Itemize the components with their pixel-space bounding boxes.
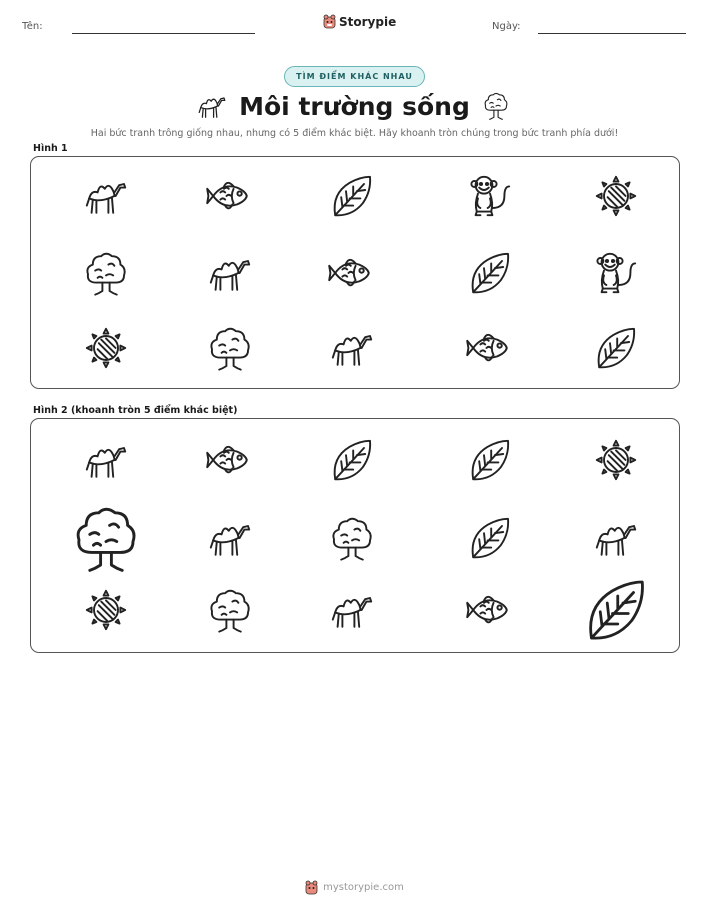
picture1-cell[interactable] — [206, 172, 254, 220]
tree-icon — [206, 324, 254, 372]
camel-icon — [592, 514, 640, 562]
storypie-mascot-icon — [323, 14, 336, 29]
picture1-cell[interactable] — [592, 249, 640, 297]
monkey-icon — [592, 249, 640, 297]
leaf-icon — [466, 436, 514, 484]
camel-icon — [328, 586, 376, 634]
date-line[interactable] — [538, 33, 686, 34]
picture1-cell[interactable] — [82, 172, 130, 220]
picture1-cell[interactable] — [82, 324, 130, 372]
picture2-cell[interactable] — [206, 586, 254, 634]
picture2-cell[interactable] — [592, 436, 640, 484]
picture1-cell[interactable] — [328, 249, 376, 297]
picture1-cell[interactable] — [592, 324, 640, 372]
picture2-cell[interactable] — [328, 586, 376, 634]
picture1-cell[interactable] — [328, 324, 376, 372]
tree-icon — [82, 249, 130, 297]
tree-icon — [482, 90, 510, 122]
tree-icon — [328, 514, 376, 562]
picture1-cell[interactable] — [206, 324, 254, 372]
leaf-icon — [466, 514, 514, 562]
picture2-label: Hình 2 (khoanh tròn 5 điểm khác biệt) — [33, 405, 238, 416]
picture2-cell[interactable] — [592, 514, 640, 562]
activity-badge: TÌM ĐIỂM KHÁC NHAU — [284, 66, 425, 87]
picture1-cell[interactable] — [466, 324, 514, 372]
picture1-cell[interactable] — [592, 172, 640, 220]
picture2-cell[interactable] — [82, 586, 130, 634]
picture2-cell[interactable] — [328, 514, 376, 562]
tree-icon — [70, 502, 142, 574]
sun-icon — [82, 586, 130, 634]
instructions: Hai bức tranh trông giống nhau, nhưng có 5 điểm khác biệt. Hãy khoanh tròn chúng trong bức tranh phía dưới! — [90, 128, 619, 139]
fish-icon — [466, 586, 514, 634]
sun-icon — [82, 324, 130, 372]
brand-name: Storypie — [339, 14, 397, 29]
leaf-icon — [592, 324, 640, 372]
camel-icon — [206, 249, 254, 297]
picture2-cell[interactable] — [82, 436, 130, 484]
picture1-label: Hình 1 — [33, 143, 68, 154]
sun-icon — [592, 436, 640, 484]
fish-icon — [466, 324, 514, 372]
monkey-icon — [466, 172, 514, 220]
brand-logo — [323, 14, 396, 29]
sun-icon — [592, 172, 640, 220]
fish-icon — [206, 172, 254, 220]
footer-url: mystorypie.com — [323, 882, 404, 893]
leaf-icon — [466, 249, 514, 297]
picture1-cell[interactable] — [466, 172, 514, 220]
leaf-icon — [328, 172, 376, 220]
picture2-cell[interactable] — [206, 436, 254, 484]
picture2-cell[interactable] — [466, 586, 514, 634]
picture2-cell[interactable] — [466, 514, 514, 562]
camel-icon — [82, 172, 130, 220]
picture2-cell[interactable] — [328, 436, 376, 484]
picture2-cell[interactable] — [581, 575, 651, 645]
picture2-cell[interactable] — [70, 502, 142, 574]
camel-icon — [328, 324, 376, 372]
picture1-cell[interactable] — [328, 172, 376, 220]
camel-icon — [206, 514, 254, 562]
fish-icon — [206, 436, 254, 484]
name-line[interactable] — [72, 33, 255, 34]
picture1-cell[interactable] — [466, 249, 514, 297]
camel-icon — [196, 90, 228, 122]
camel-icon — [82, 436, 130, 484]
picture1-cell[interactable] — [206, 249, 254, 297]
fish-icon — [328, 249, 376, 297]
leaf-icon — [581, 575, 651, 645]
leaf-icon — [328, 436, 376, 484]
page-title: Môi trường sống — [239, 92, 470, 121]
footer — [0, 880, 709, 895]
picture2-cell[interactable] — [206, 514, 254, 562]
name-label: Tên: — [22, 21, 43, 32]
picture1-cell[interactable] — [82, 249, 130, 297]
picture2-cell[interactable] — [466, 436, 514, 484]
storypie-mascot-icon — [305, 880, 318, 895]
tree-icon — [206, 586, 254, 634]
date-label: Ngày: — [492, 21, 521, 32]
